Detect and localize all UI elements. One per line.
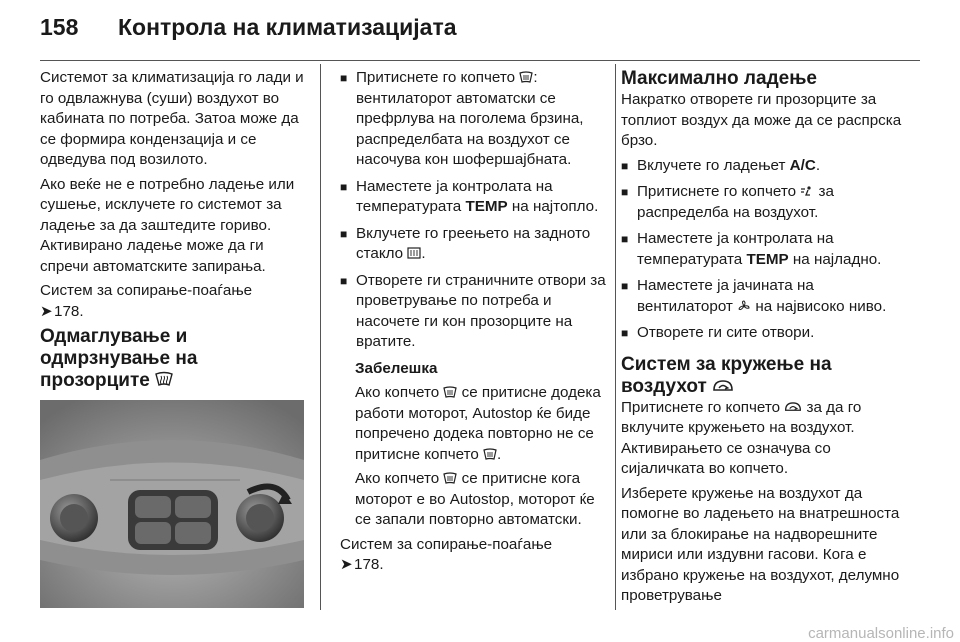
note-heading: Забелешка bbox=[355, 359, 438, 377]
note-box bbox=[340, 359, 610, 531]
page-header bbox=[40, 14, 457, 41]
list-item bbox=[621, 156, 911, 177]
item-text: Притиснете го копчето bbox=[637, 183, 801, 200]
column-3 bbox=[621, 68, 911, 611]
reference-page: 178. bbox=[354, 556, 384, 573]
note-paragraph bbox=[355, 383, 610, 465]
note-text: . bbox=[497, 445, 502, 463]
climate-control-panel-photo bbox=[40, 400, 304, 608]
windshield-defrost-icon bbox=[443, 386, 457, 398]
header-rule bbox=[40, 60, 920, 61]
air-distribution-icon bbox=[800, 185, 814, 197]
reference-text: Систем за сопирање-поаѓање bbox=[40, 282, 253, 299]
item-text: Отворете ги страничните отвори за проветрување по потреба и насочете ги кон прозорците на вратите. bbox=[356, 271, 606, 350]
item-text: Вклучете го греењето на задното стакло bbox=[356, 224, 591, 262]
fan-icon bbox=[737, 300, 751, 312]
note-paragraph bbox=[355, 469, 610, 531]
control-label: TEMP bbox=[746, 250, 789, 268]
list-item bbox=[340, 224, 610, 265]
item-text: . bbox=[421, 245, 426, 262]
rear-window-heating-icon bbox=[407, 247, 421, 259]
reference-page: 178. bbox=[54, 302, 84, 320]
control-label: A/C bbox=[789, 156, 816, 174]
page-title: Контрола на климатизацијата bbox=[118, 14, 457, 40]
section-heading: Максимално ладење bbox=[621, 68, 817, 89]
item-text: Вклучете го ладењет bbox=[637, 156, 790, 174]
reference-text: Систем за сопирање-поаѓање bbox=[340, 535, 553, 553]
item-text: на највисоко ниво. bbox=[751, 297, 887, 315]
item-text: : вентилаторот автоматски се префрлува на поголема брзина, распределбата на воздухот се насочува кон шофершајбната. bbox=[356, 69, 584, 168]
list-item bbox=[340, 271, 610, 353]
item-text: Наместете ја контролата на температурата bbox=[356, 177, 553, 215]
list-item bbox=[621, 276, 911, 317]
item-text: Наместете ја јачината на вентилаторот bbox=[637, 277, 814, 315]
windshield-defrost-icon bbox=[155, 371, 173, 387]
column-2 bbox=[340, 68, 610, 580]
paragraph-text: за да го вклучите кружењето на воздухот. Активирањето се означува со сијаличката во копчето. bbox=[621, 398, 862, 477]
item-text: на најтопло. bbox=[507, 198, 599, 215]
note-text: Ако копчето bbox=[355, 384, 444, 401]
note-text: се притисне кога моторот е во Autostop, моторот ќе се запали повторно автоматски. bbox=[355, 470, 595, 528]
cross-reference bbox=[40, 281, 304, 322]
air-recirculation-icon bbox=[712, 379, 734, 393]
list-item bbox=[621, 323, 911, 344]
paragraph: Ако веќе не е потребно ладење или сушење, исклучете го системот за ладење за да заштедите гориво. Активирано ладење може да ги спречи автоматските запирања. bbox=[40, 175, 295, 275]
column-1 bbox=[40, 68, 304, 608]
item-text: на најладно. bbox=[788, 250, 882, 268]
paragraph: Накратко отворете ги прозорците за топлиот воздух да може да се распрска брзо. bbox=[621, 91, 902, 149]
item-text: Наместете ја контролата на температурата bbox=[637, 230, 834, 268]
column-divider bbox=[320, 64, 321, 610]
paragraph-text: Притиснете го копчето bbox=[621, 398, 785, 416]
heading-text: Одмаглување и одмрзнување на прозорците bbox=[40, 326, 198, 391]
heading-text: Систем за кружење на bbox=[621, 353, 832, 375]
list-item bbox=[621, 182, 911, 223]
list-item bbox=[621, 229, 911, 270]
note-text: се притисне додека работи моторот, Autostop ќе биде попречено додека повторно не се притисне копчето bbox=[355, 384, 601, 463]
windshield-defrost-icon bbox=[519, 71, 533, 83]
page-number: 158 bbox=[40, 14, 79, 40]
reference-arrow-icon: ➤ bbox=[340, 556, 353, 573]
note-text: Ако копчето bbox=[355, 470, 444, 487]
windshield-defrost-icon bbox=[443, 472, 457, 484]
item-text: за распределба на воздухот. bbox=[637, 183, 834, 221]
reference-arrow-icon: ➤ bbox=[40, 302, 53, 320]
watermark: carmanualsonline.info bbox=[808, 625, 954, 642]
item-text: Отворете ги сите отвори. bbox=[637, 324, 815, 341]
heading-text: воздухот bbox=[621, 375, 707, 397]
control-label: TEMP bbox=[465, 198, 508, 215]
air-recirculation-icon bbox=[784, 401, 802, 413]
item-text: . bbox=[815, 156, 821, 174]
windshield-defrost-icon bbox=[483, 448, 497, 460]
paragraph: Системот за климатизација го лади и го одвлажнува (суши) воздухот во кабината по потреба. Затоа може да се формира кондензација и се одведува под возилото. bbox=[40, 69, 304, 168]
section-heading bbox=[40, 326, 304, 392]
item-text: Притиснете го копчето bbox=[356, 69, 520, 86]
cross-reference bbox=[340, 535, 610, 576]
list-item bbox=[340, 68, 610, 171]
section-heading bbox=[621, 354, 911, 398]
paragraph bbox=[621, 398, 911, 480]
paragraph: Изберете кружење на воздухот да помогне во ладењето на внатрешноста или за блокирање на надворешните мириси или издувни гасови. Кога е избрано кружење на воздухот, делумно проветрување bbox=[621, 484, 900, 604]
column-divider bbox=[615, 64, 616, 610]
list-item bbox=[340, 177, 610, 218]
